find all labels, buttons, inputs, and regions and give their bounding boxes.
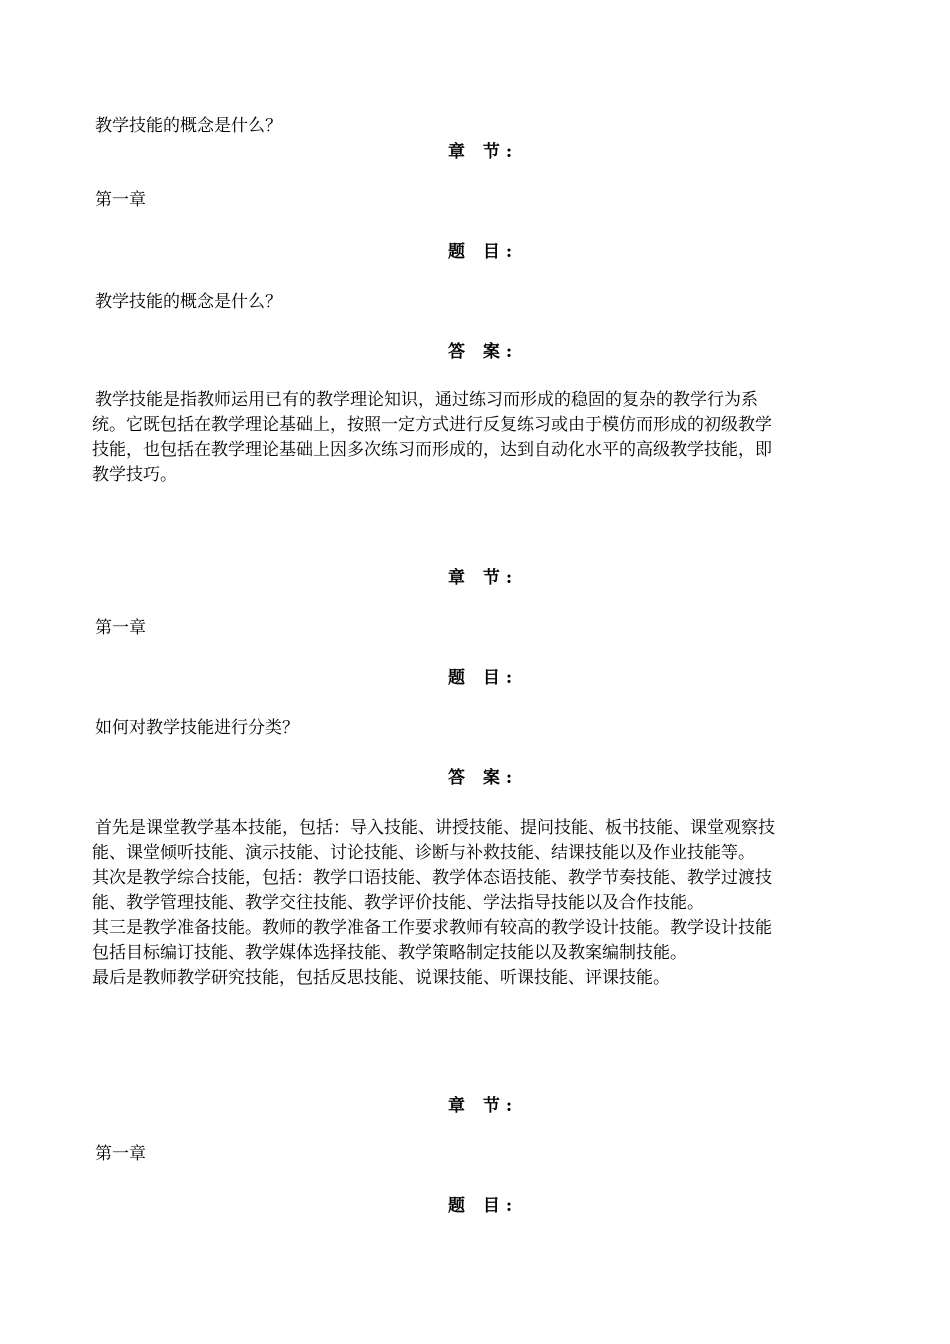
- header-question: 教学技能的概念是什么？: [95, 116, 282, 136]
- answer-label: 答 案:: [448, 768, 519, 788]
- answer-line: 技能，也包括在教学理论基础上因多次练习而形成的，达到自动化水平的高级教学技能，即: [92, 440, 772, 460]
- answer-line: 教学技能是指教师运用已有的教学理论知识，通过练习而形成的稳固的复杂的教学行为系: [95, 390, 758, 410]
- answer-line: 其次是教学综合技能，包括：教学口语技能、教学体态语技能、教学节奏技能、教学过渡技: [92, 868, 772, 888]
- answer-line: 教学技巧。: [92, 465, 177, 485]
- answer-line: 能、课堂倾听技能、演示技能、讨论技能、诊断与补救技能、结课技能以及作业技能等。: [92, 843, 755, 863]
- question-text: 教学技能的概念是什么？: [95, 292, 282, 312]
- chapter-value: 第一章: [95, 190, 146, 210]
- answer-line: 其三是教学准备技能。教师的教学准备工作要求教师有较高的教学设计技能。教学设计技能: [92, 918, 772, 938]
- chapter-value: 第一章: [95, 618, 146, 638]
- answer-line: 统。它既包括在教学理论基础上，按照一定方式进行反复练习或由于模仿而形成的初级教学: [92, 415, 772, 435]
- answer-line: 最后是教师教学研究技能，包括反思技能、说课技能、听课技能、评课技能。: [92, 968, 670, 988]
- question-label: 题 目:: [448, 668, 519, 688]
- chapter-label: 章 节:: [448, 1096, 519, 1116]
- chapter-value: 第一章: [95, 1144, 146, 1164]
- question-label: 题 目:: [448, 1196, 519, 1216]
- answer-line: 首先是课堂教学基本技能，包括：导入技能、讲授技能、提问技能、板书技能、课堂观察技: [95, 818, 775, 838]
- answer-line: 包括目标编订技能、教学媒体选择技能、教学策略制定技能以及教案编制技能。: [92, 943, 687, 963]
- question-text: 如何对教学技能进行分类？: [95, 718, 299, 738]
- answer-line: 能、教学管理技能、教学交往技能、教学评价技能、学法指导技能以及合作技能。: [92, 893, 704, 913]
- answer-label: 答 案:: [448, 342, 519, 362]
- chapter-label: 章 节:: [448, 142, 519, 162]
- answer-text: [92, 816, 864, 991]
- chapter-label: 章 节:: [448, 568, 519, 588]
- question-label: 题 目:: [448, 242, 519, 262]
- answer-text: [92, 388, 864, 488]
